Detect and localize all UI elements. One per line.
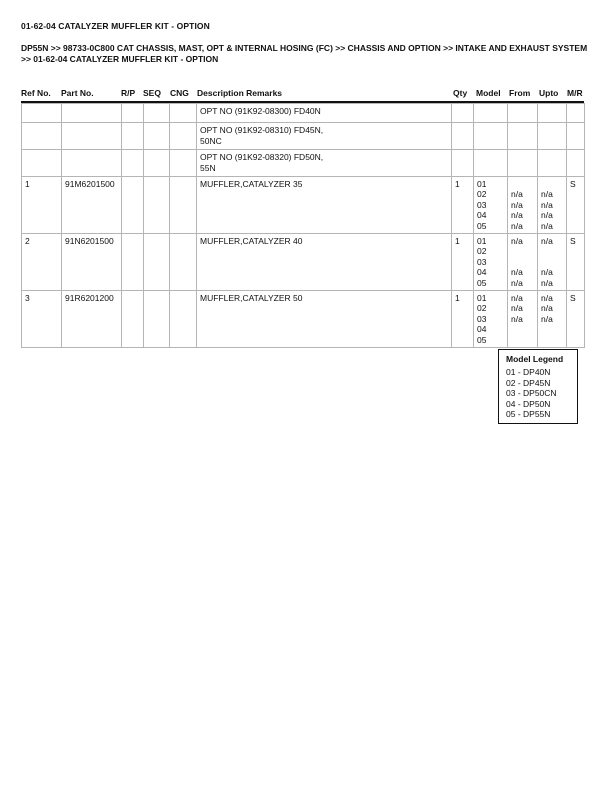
cell-description: MUFFLER,CATALYZER 50 [197,290,452,347]
from-value [511,335,534,345]
model-legend [498,349,578,424]
cell-model [474,290,508,347]
cell-description: OPT NO (91K92-08310) FD45N, 50NC [197,123,452,150]
cell-seq [144,104,170,123]
from-value: n/a [511,267,523,278]
from-value [511,257,534,267]
cell-cng [170,177,197,234]
from-value: n/a [511,303,523,314]
model-code: 05 [477,334,487,345]
cell-upto [538,177,567,234]
model-code: 04 [477,210,487,221]
cell-model [474,177,508,234]
cell-upto [538,234,567,291]
cell-mr [567,123,585,150]
cell-mr: S [567,290,585,347]
cell-mr: S [567,234,585,291]
cell-from [508,150,538,177]
cell-qty: 1 [452,290,474,347]
cell-cng [170,290,197,347]
cell-part-no [62,104,122,123]
header-description: Description Remarks [197,88,283,98]
cell-description: OPT NO (91K92-08320) FD50N, 55N [197,150,452,177]
table-row [22,150,585,177]
cell-rp [122,150,144,177]
upto-value: n/a [541,303,553,314]
cell-cng [170,123,197,150]
cell-part-no: 91N6201500 [62,234,122,291]
table-row [22,234,585,291]
header-model: Model [476,88,501,98]
upto-value: n/a [541,189,553,200]
upto-value [541,257,563,267]
cell-part-no: 91M6201500 [62,177,122,234]
from-value: n/a [511,189,523,200]
cell-upto [538,150,567,177]
from-value [511,324,534,334]
upto-value: n/a [541,267,553,278]
cell-mr [567,104,585,123]
cell-qty [452,123,474,150]
cell-ref-no: 2 [22,234,62,291]
parts-table [21,103,585,348]
model-code: 02 [477,303,487,314]
cell-part-no [62,150,122,177]
cell-seq [144,177,170,234]
from-value: n/a [511,210,523,221]
page-title: 01-62-04 CATALYZER MUFFLER KIT - OPTION [21,21,210,31]
header-upto: Upto [539,88,559,98]
from-value: n/a [511,277,523,288]
model-legend-item: 04 - DP50N [506,398,551,409]
upto-value [541,335,563,345]
upto-value: n/a [541,210,553,221]
header-cng: CNG [170,88,189,98]
header-from: From [509,88,531,98]
cell-qty: 1 [452,177,474,234]
cell-seq [144,290,170,347]
upto-value: n/a [541,220,553,231]
cell-part-no: 91R6201200 [62,290,122,347]
model-legend-item: 02 - DP45N [506,377,551,388]
cell-qty: 1 [452,234,474,291]
cell-from [508,104,538,123]
cell-rp [122,177,144,234]
upto-value: n/a [541,199,553,210]
cell-from [508,123,538,150]
cell-from [508,290,538,347]
cell-upto [538,123,567,150]
model-code: 03 [477,199,487,210]
cell-qty [452,104,474,123]
model-code: 01 [477,236,487,246]
model-legend-item: 03 - DP50CN [506,388,557,399]
table-row [22,123,585,150]
header-mr: M/R [567,88,583,98]
cell-model [474,150,508,177]
header-seq: SEQ [143,88,161,98]
model-code: 03 [477,313,487,324]
cell-upto [538,104,567,123]
model-legend-item: 01 - DP40N [506,367,551,378]
cell-cng [170,150,197,177]
upto-value: n/a [541,236,553,246]
upto-value [541,179,563,189]
model-legend-item: 05 - DP55N [506,409,551,420]
cell-seq [144,234,170,291]
cell-rp [122,290,144,347]
cell-ref-no [22,150,62,177]
table-row [22,290,585,347]
model-code: 01 [477,292,487,303]
cell-ref-no [22,123,62,150]
cell-part-no [62,123,122,150]
cell-cng [170,234,197,291]
model-code: 01 [477,179,487,189]
cell-cng [170,104,197,123]
breadcrumb: DP55N >> 98733-0C800 CAT CHASSIS, MAST, OPT & INTERNAL HOSING (FC) >> CHASSIS AND OPTION >> INTAKE AND EXHAUST SYSTEM >> 01-62-04 CATALYZER MUFFLER KIT - OPTION [21,43,588,64]
model-code: 04 [477,267,487,278]
cell-upto [538,290,567,347]
model-legend-title: Model Legend [506,354,564,364]
table-row [22,104,585,123]
cell-model [474,123,508,150]
cell-qty [452,150,474,177]
cell-model [474,104,508,123]
cell-model [474,234,508,291]
from-value [511,179,534,189]
cell-rp [122,104,144,123]
from-value: n/a [511,313,523,324]
cell-from [508,234,538,291]
header-rp: R/P [121,88,136,98]
upto-value: n/a [541,313,553,324]
header-qty: Qty [453,88,468,98]
cell-seq [144,123,170,150]
from-value: n/a [511,292,523,303]
model-code: 02 [477,189,487,200]
model-code: 04 [477,324,487,335]
model-code: 05 [477,220,487,231]
cell-ref-no: 1 [22,177,62,234]
model-code: 03 [477,256,487,267]
cell-ref-no [22,104,62,123]
cell-mr [567,150,585,177]
model-code: 02 [477,246,487,257]
from-value: n/a [511,199,523,210]
cell-description: MUFFLER,CATALYZER 35 [197,177,452,234]
from-value: n/a [511,236,523,246]
cell-description: MUFFLER,CATALYZER 40 [197,234,452,291]
cell-rp [122,234,144,291]
from-value [511,246,534,256]
cell-rp [122,123,144,150]
cell-mr: S [567,177,585,234]
upto-value: n/a [541,292,553,303]
upto-value: n/a [541,277,553,288]
cell-description: OPT NO (91K92-08300) FD40N [197,104,452,123]
cell-ref-no: 3 [22,290,62,347]
cell-from [508,177,538,234]
model-code: 05 [477,277,487,288]
header-part-no: Part No. [61,88,94,98]
upto-value [541,246,563,256]
header-ref-no: Ref No. [21,88,51,98]
table-row [22,177,585,234]
cell-seq [144,150,170,177]
upto-value [541,324,563,334]
from-value: n/a [511,220,523,231]
